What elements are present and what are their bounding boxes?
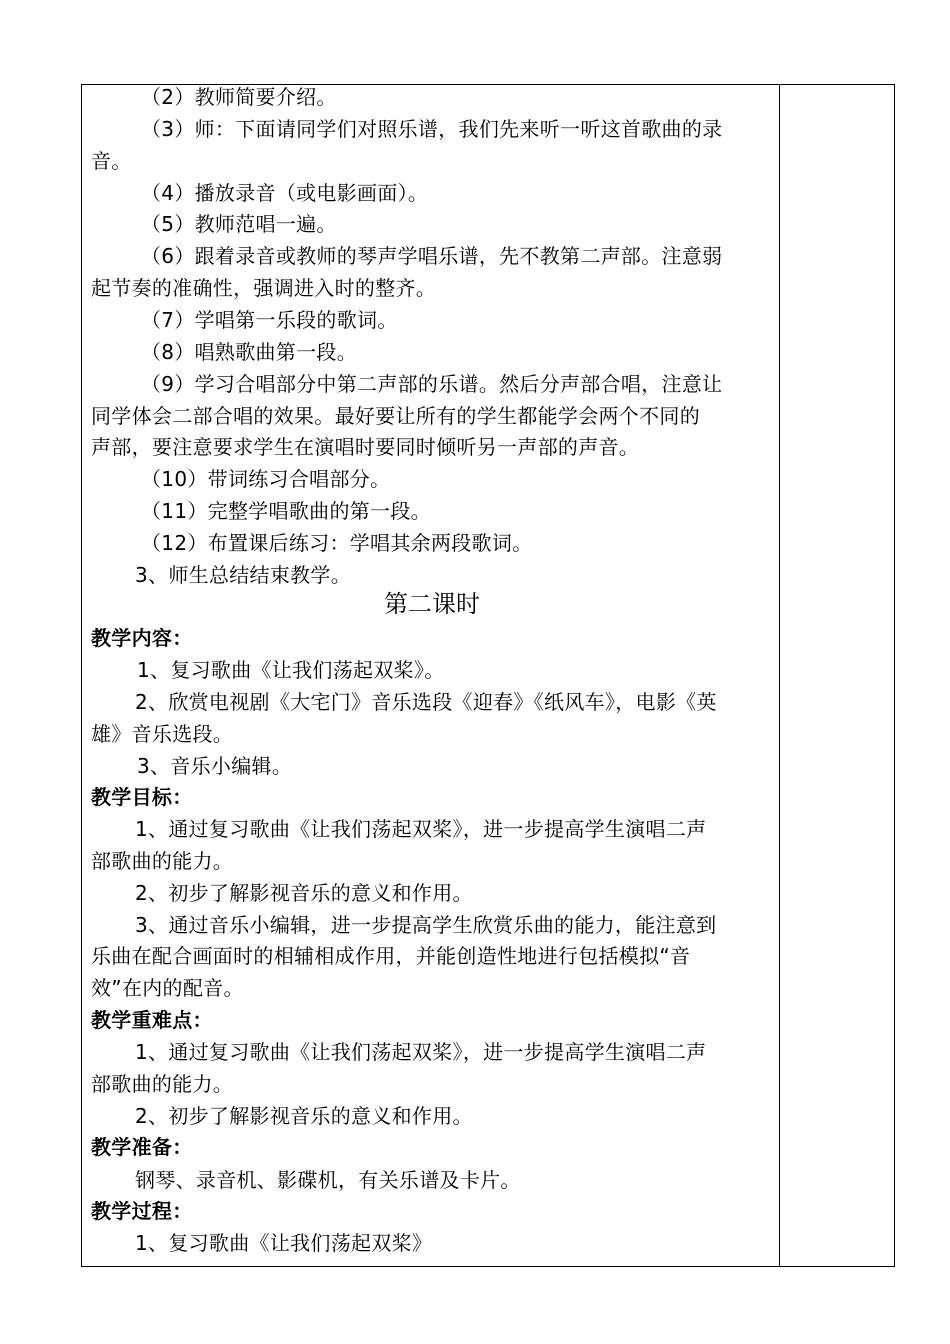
goal-item: 1、通过复习歌曲《让我们荡起双桨》，进一步提高学生演唱二声	[135, 817, 707, 841]
process-step-continued: 音。	[91, 149, 132, 173]
content-item-continued: 雄》音乐选段。	[91, 722, 234, 746]
goal-item: 3、通过音乐小编辑，进一步提高学生欣赏乐曲的能力，能注意到	[135, 913, 717, 937]
goal-item-continued: 部歌曲的能力。	[91, 849, 234, 873]
process-step: （4）播放录音（或电影画面）。	[141, 181, 429, 205]
content-item: 2、欣赏电视剧《大宅门》音乐选段《迎春》《纸风车》，电影《英	[135, 690, 717, 714]
goal-item: 2、初步了解影视音乐的意义和作用。	[135, 881, 473, 905]
lesson-content-cell	[91, 85, 773, 1266]
section-heading-goals: 教学目标：	[91, 785, 193, 809]
process-step: （7）学唱第一乐段的歌词。	[141, 308, 398, 332]
preparation-item: 钢琴、录音机、影碟机，有关乐谱及卡片。	[135, 1168, 521, 1192]
lesson-plan-table	[81, 84, 895, 1267]
process-step: （10）带词练习合唱部分。	[141, 467, 391, 491]
process-step: （2）教师简要介绍。	[141, 85, 337, 109]
process-step: （12）布置课后练习：学唱其余两段歌词。	[141, 531, 533, 555]
content-item: 1、复习歌曲《让我们荡起双桨》。	[137, 658, 445, 682]
section-heading-key-points: 教学重难点：	[91, 1008, 213, 1032]
process-step: （8）唱熟歌曲第一段。	[141, 340, 358, 364]
key-point-item: 1、通过复习歌曲《让我们荡起双桨》，进一步提高学生演唱二声	[135, 1040, 707, 1064]
process-step: （9）学习合唱部分中第二声部的乐谱。然后分声部合唱，注意让	[141, 372, 723, 396]
process-step-continued: 同学体会二部合唱的效果。最好要让所有的学生都能学会两个不同的	[91, 404, 700, 428]
process-step: （6）跟着录音或教师的琴声学唱乐谱，先不教第二声部。注意弱	[141, 244, 723, 268]
section-heading-preparation: 教学准备：	[91, 1135, 193, 1159]
session-title: 第二课时	[384, 590, 480, 618]
key-point-item-continued: 部歌曲的能力。	[91, 1072, 234, 1096]
key-point-item: 2、初步了解影视音乐的意义和作用。	[135, 1104, 473, 1128]
process-step: （5）教师范唱一遍。	[141, 212, 337, 236]
process-step: （3）师：下面请同学们对照乐谱，我们先来听一听这首歌曲的录	[141, 117, 723, 141]
section-heading-process: 教学过程：	[91, 1199, 193, 1223]
column-divider	[779, 85, 780, 1266]
process-step-continued: 起节奏的准确性，强调进入时的整齐。	[91, 276, 437, 300]
process-step: 3、师生总结结束教学。	[135, 563, 352, 587]
process-item: 1、复习歌曲《让我们荡起双桨》	[135, 1231, 433, 1255]
goal-item-continued: 乐曲在配合画面时的相辅相成作用，并能创造性地进行包括模拟“音	[91, 944, 691, 968]
process-step: （11）完整学唱歌曲的第一段。	[141, 499, 431, 523]
section-heading-content: 教学内容：	[91, 626, 193, 650]
process-step-continued: 声部，要注意要求学生在演唱时要同时倾听另一声部的声音。	[91, 435, 640, 459]
content-item: 3、音乐小编辑。	[137, 754, 293, 778]
goal-item-continued: 效”在内的配音。	[91, 976, 244, 1000]
